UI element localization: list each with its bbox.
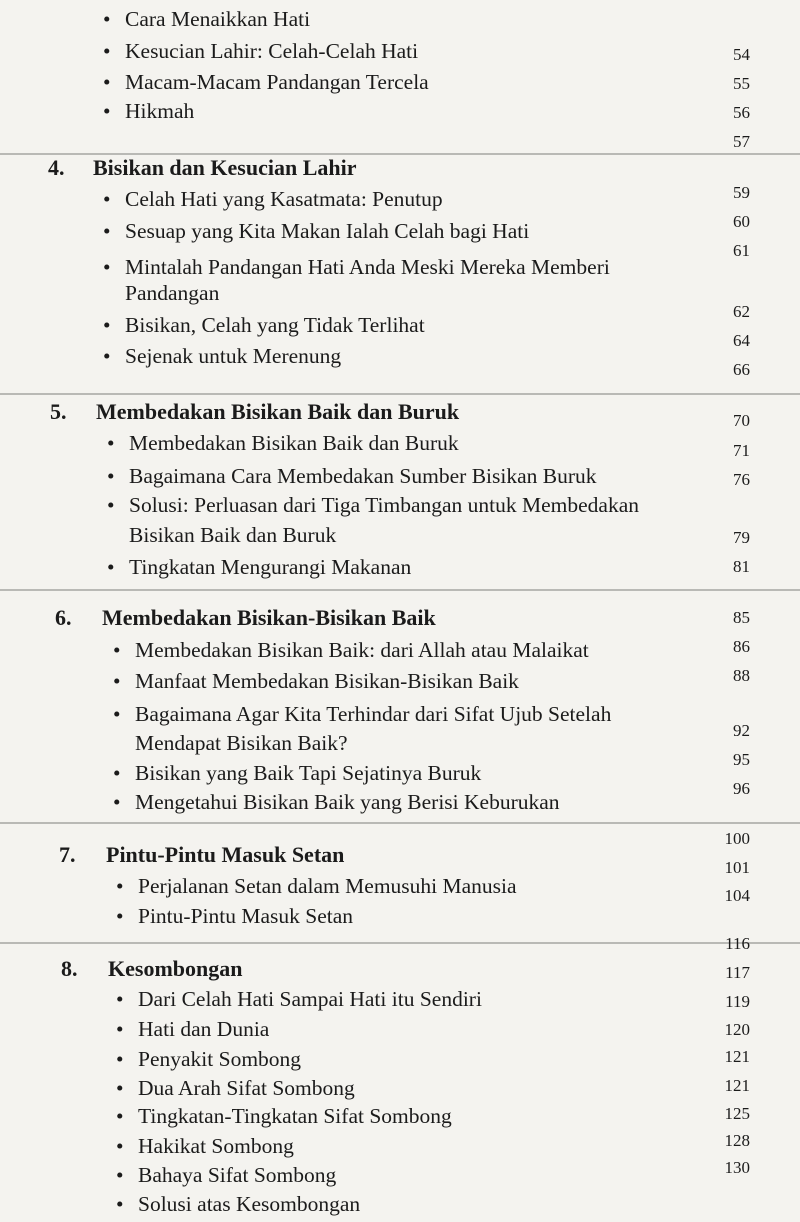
list-item-text: Mengetahui Bisikan Baik yang Berisi Keburukan xyxy=(135,790,560,814)
page-number: 120 xyxy=(724,1020,750,1039)
list-item-text: Tingkatan Mengurangi Makanan xyxy=(129,555,412,579)
list-item-text: Bisikan, Celah yang Tidak Terlihat xyxy=(125,313,425,337)
list-item-text: Dua Arah Sifat Sombong xyxy=(138,1076,355,1100)
separator-line xyxy=(0,822,800,824)
page-number: 130 xyxy=(724,1158,750,1177)
bullet-icon: • xyxy=(103,313,111,337)
chapter-title: Membedakan Bisikan Baik dan Buruk xyxy=(96,399,460,424)
page-number: 125 xyxy=(724,1104,750,1123)
list-item-text: Sesuap yang Kita Makan Ialah Celah bagi Hati xyxy=(125,219,530,243)
list-item-text: Bahaya Sifat Sombong xyxy=(138,1163,337,1187)
bullet-icon: • xyxy=(116,1163,124,1187)
page-number: 64 xyxy=(733,331,750,350)
list-item-text: Macam-Macam Pandangan Tercela xyxy=(125,70,429,94)
page-number: 66 xyxy=(733,360,750,379)
list-item-text: Bagaimana Cara Membedakan Sumber Bisikan Buruk xyxy=(129,464,597,488)
page-number: 55 xyxy=(733,74,750,93)
list-item-text: Tingkatan-Tingkatan Sifat Sombong xyxy=(138,1104,452,1128)
bullet-icon: • xyxy=(103,219,111,243)
list-item-text: Penyakit Sombong xyxy=(138,1047,302,1071)
bullet-icon: • xyxy=(103,99,111,123)
chapter-title: Membedakan Bisikan-Bisikan Baik xyxy=(102,605,436,630)
list-item-text: Manfaat Membedakan Bisikan-Bisikan Baik xyxy=(135,669,519,693)
bullet-icon: • xyxy=(103,70,111,94)
list-item-text: Bisikan Baik dan Buruk xyxy=(129,523,337,547)
page-number: 121 xyxy=(724,1076,750,1095)
bullet-icon: • xyxy=(116,987,124,1011)
list-item-text: Membedakan Bisikan Baik dan Buruk xyxy=(129,431,459,455)
bullet-icon: • xyxy=(107,464,115,488)
bullet-icon: • xyxy=(113,761,121,785)
list-item-text: Sejenak untuk Merenung xyxy=(125,344,342,368)
chapter-number: 4. xyxy=(48,155,65,180)
bullet-icon: • xyxy=(107,431,115,455)
bullet-icon: • xyxy=(113,638,121,662)
page-number: 61 xyxy=(733,241,750,260)
page-number: 62 xyxy=(733,302,750,321)
page-number: 71 xyxy=(733,441,750,460)
page-number: 117 xyxy=(725,963,750,982)
page-number: 95 xyxy=(733,750,750,769)
page-number: 70 xyxy=(733,411,750,430)
list-item-text: Bagaimana Agar Kita Terhindar dari Sifat Ujub Setelah xyxy=(135,702,612,726)
list-item-text: Kesucian Lahir: Celah-Celah Hati xyxy=(125,39,419,63)
bullet-icon: • xyxy=(113,702,121,726)
chapter-number: 6. xyxy=(55,605,72,630)
list-item-text: Perjalanan Setan dalam Memusuhi Manusia xyxy=(138,874,517,898)
bullet-icon: • xyxy=(116,1047,124,1071)
separator-line xyxy=(0,589,800,591)
page-number: 96 xyxy=(733,779,750,798)
page-number: 76 xyxy=(733,470,750,489)
page-number: 86 xyxy=(733,637,750,656)
chapter-number: 7. xyxy=(59,842,76,867)
bullet-icon: • xyxy=(116,1076,124,1100)
page-number: 92 xyxy=(733,721,750,740)
list-item-text: Dari Celah Hati Sampai Hati itu Sendiri xyxy=(138,987,482,1011)
list-item-text: Hikmah xyxy=(125,99,195,123)
page-number: 104 xyxy=(724,886,750,905)
list-item-text: Celah Hati yang Kasatmata: Penutup xyxy=(125,187,443,211)
page-number: 79 xyxy=(733,528,750,547)
list-item-text: Pandangan xyxy=(125,281,220,305)
bullet-icon: • xyxy=(103,255,111,279)
bullet-icon: • xyxy=(113,790,121,814)
separator-line xyxy=(0,393,800,395)
page-number: 57 xyxy=(733,132,750,151)
chapter-number: 8. xyxy=(61,956,78,981)
bullet-icon: • xyxy=(116,1192,124,1216)
chapter-title: Kesombongan xyxy=(108,956,243,981)
list-item-text: Pintu-Pintu Masuk Setan xyxy=(138,904,354,928)
list-item-text: Bisikan yang Baik Tapi Sejatinya Buruk xyxy=(135,761,482,785)
page-number: 56 xyxy=(733,103,750,122)
chapter-number: 5. xyxy=(50,399,67,424)
page-number: 119 xyxy=(725,992,750,1011)
separator-line xyxy=(0,942,800,944)
page-number: 88 xyxy=(733,666,750,685)
list-item-text: Hakikat Sombong xyxy=(138,1134,294,1158)
page-number: 59 xyxy=(733,183,750,202)
page-number: 121 xyxy=(724,1047,750,1066)
page-number: 116 xyxy=(725,934,750,953)
list-item-text: Cara Menaikkan Hati xyxy=(125,7,311,31)
bullet-icon: • xyxy=(103,7,111,31)
bullet-icon: • xyxy=(116,904,124,928)
list-item-text: Mendapat Bisikan Baik? xyxy=(135,731,348,755)
bullet-icon: • xyxy=(103,187,111,211)
bullet-icon: • xyxy=(116,1017,124,1041)
bullet-icon: • xyxy=(113,669,121,693)
bullet-icon: • xyxy=(116,1134,124,1158)
bullet-icon: • xyxy=(116,874,124,898)
page-number: 85 xyxy=(733,608,750,627)
bullet-icon: • xyxy=(107,555,115,579)
chapter-title: Pintu-Pintu Masuk Setan xyxy=(106,842,345,867)
bullet-icon: • xyxy=(107,493,115,517)
bullet-icon: • xyxy=(103,39,111,63)
list-item-text: Mintalah Pandangan Hati Anda Meski Mereka Memberi xyxy=(125,255,610,279)
page-number: 54 xyxy=(733,45,750,64)
bullet-icon: • xyxy=(116,1104,124,1128)
list-item-text: Hati dan Dunia xyxy=(138,1017,270,1041)
list-item-text: Solusi atas Kesombongan xyxy=(138,1192,361,1216)
page-number: 128 xyxy=(724,1131,750,1150)
page-number: 100 xyxy=(724,829,750,848)
page-number: 81 xyxy=(733,557,750,576)
bullet-icon: • xyxy=(103,344,111,368)
chapter-title: Bisikan dan Kesucian Lahir xyxy=(93,155,357,180)
page-number: 101 xyxy=(724,858,750,877)
list-item-text: Membedakan Bisikan Baik: dari Allah atau Malaikat xyxy=(135,638,589,662)
page-number: 60 xyxy=(733,212,750,231)
list-item-text: Solusi: Perluasan dari Tiga Timbangan untuk Membedakan xyxy=(129,493,640,517)
